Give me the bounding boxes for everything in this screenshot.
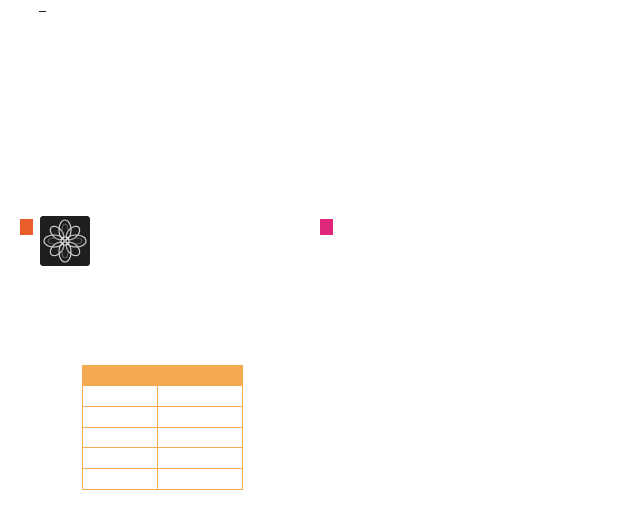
cell-count	[158, 406, 243, 427]
cell-name	[83, 386, 158, 407]
motif-table	[82, 365, 243, 490]
fraction-two-fifths	[38, 11, 46, 12]
cell-count	[158, 448, 243, 469]
cell-name	[83, 406, 158, 427]
number-lines-numbered	[330, 400, 620, 504]
cell-count	[158, 469, 243, 490]
table-row	[83, 386, 243, 407]
table-row	[83, 406, 243, 427]
cell-name	[83, 427, 158, 448]
cell-count	[158, 427, 243, 448]
question-number-badge-14	[20, 219, 33, 235]
cell-name	[83, 448, 158, 469]
header-usta	[83, 366, 158, 386]
table-row	[83, 448, 243, 469]
table-row	[83, 427, 243, 448]
table-row	[83, 469, 243, 490]
cell-count	[158, 386, 243, 407]
header-motif-adedi	[158, 366, 243, 386]
number-lines-top	[330, 212, 620, 322]
telkari-motif-image	[40, 216, 90, 266]
cell-name	[83, 469, 158, 490]
